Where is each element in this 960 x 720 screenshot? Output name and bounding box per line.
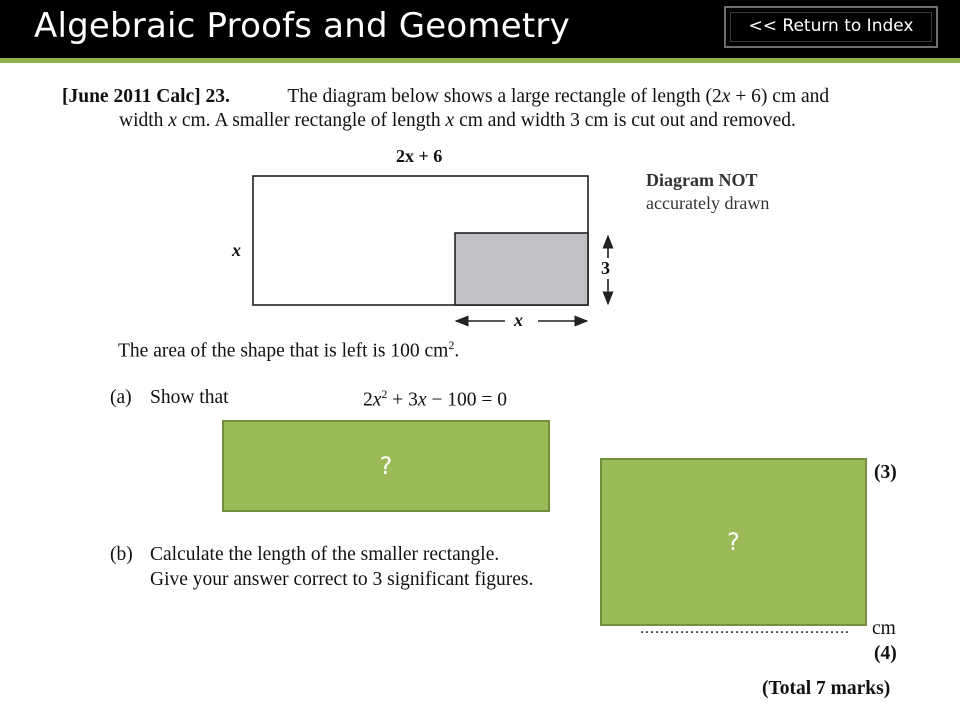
header-divider bbox=[0, 58, 960, 63]
question-intro-line1: [June 2011 Calc] 23. The diagram below shows a large rectangle of length (2x + 6) cm and bbox=[62, 86, 830, 107]
diagram-left-label: x bbox=[232, 240, 241, 260]
part-a-marks: (3) bbox=[874, 462, 897, 483]
part-a-reveal-box[interactable] bbox=[222, 420, 550, 512]
part-b-hidden-answer: ? bbox=[727, 528, 740, 556]
question-intro-line2: width x cm. A smaller rectangle of length x cm and width 3 cm is cut out and removed. bbox=[119, 110, 796, 131]
return-to-index-button[interactable] bbox=[724, 6, 938, 48]
diagram-right-label: 3 bbox=[601, 258, 610, 278]
part-a-instruction: Show that bbox=[150, 387, 229, 408]
part-b-unit: cm bbox=[872, 618, 896, 639]
part-a-label: (a) bbox=[110, 387, 132, 408]
part-b-line2: Give your answer correct to 3 significant figures. bbox=[150, 569, 534, 590]
cutout-rectangle bbox=[455, 233, 588, 305]
area-statement: The area of the shape that is left is 100 $cm^2$. bbox=[118, 338, 460, 362]
diagram-bottom-label: x bbox=[514, 310, 523, 330]
part-b-marks: (4) bbox=[874, 643, 897, 664]
part-a-hidden-answer: ? bbox=[379, 452, 393, 480]
diagram-note-line1: Diagram NOT bbox=[646, 170, 758, 190]
diagram-note-line2: accurately drawn bbox=[646, 193, 770, 213]
part-b-reveal-box[interactable] bbox=[600, 458, 867, 626]
part-b-answer-dots: .......................................... bbox=[640, 620, 850, 637]
diagram-top-label: 2x + 6 bbox=[396, 146, 443, 166]
slide-title: Algebraic Proofs and Geometry bbox=[34, 6, 570, 46]
part-b-line1: Calculate the length of the smaller rectangle. bbox=[150, 544, 500, 565]
question-ref: [June 2011 Calc] 23. bbox=[62, 86, 230, 107]
return-button-label: << Return to Index bbox=[748, 16, 914, 36]
part-b-label: (b) bbox=[110, 544, 133, 565]
total-marks: (Total 7 marks) bbox=[762, 678, 891, 699]
part-a-equation: $2x^2 + 3x - 100 = 0$ bbox=[363, 387, 508, 411]
